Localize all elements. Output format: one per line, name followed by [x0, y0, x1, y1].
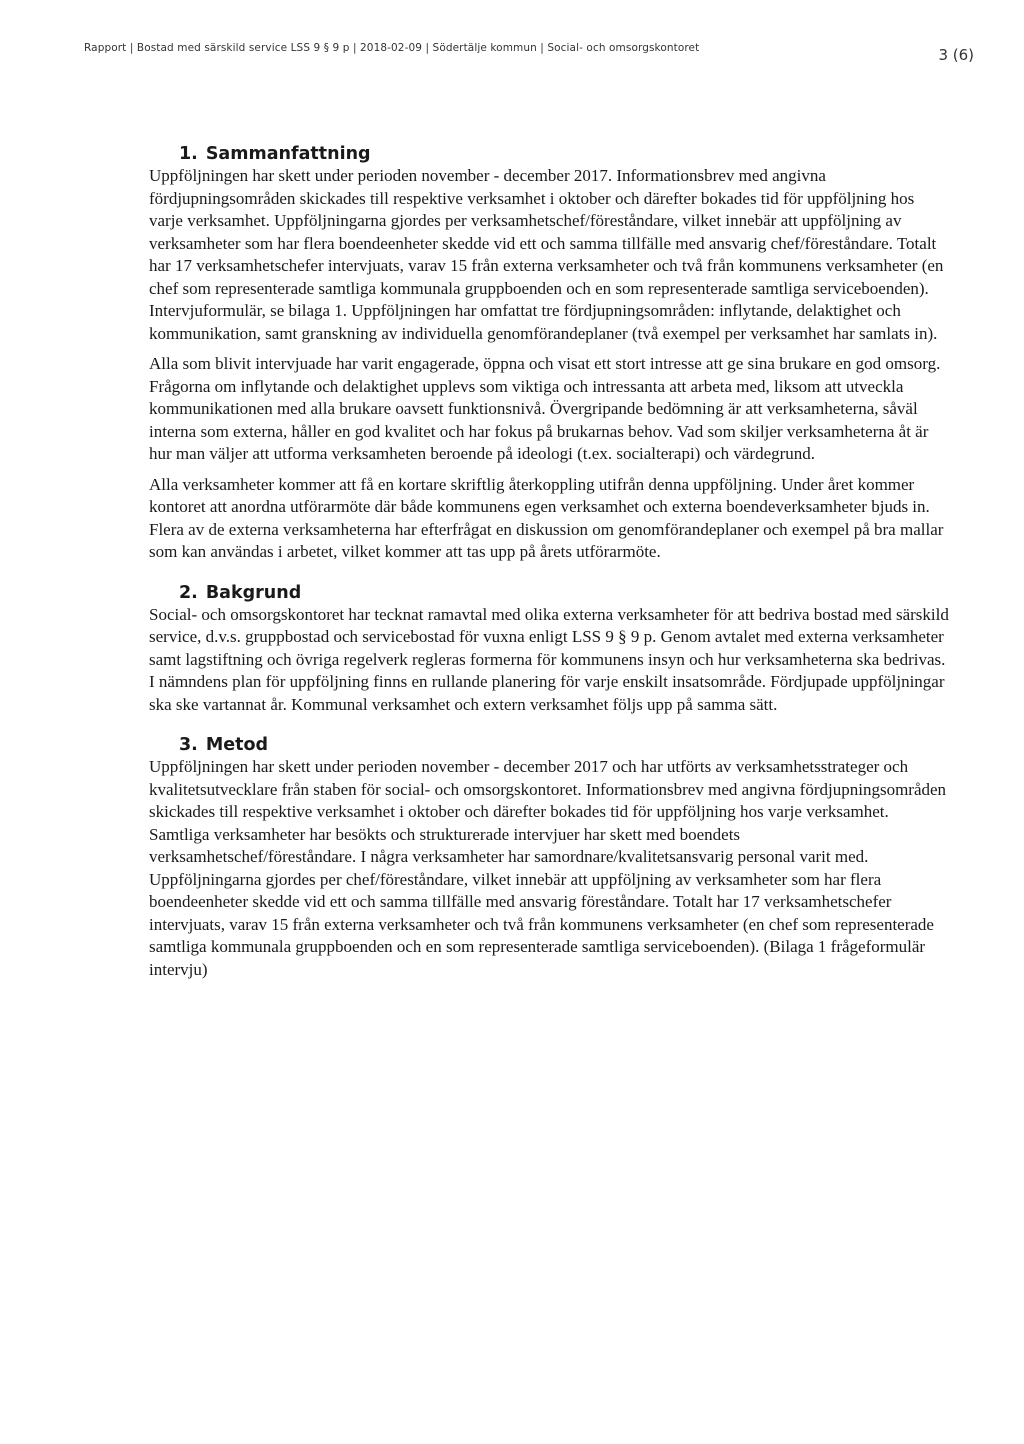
section-heading	[179, 143, 949, 165]
section-number: 2.	[179, 582, 198, 603]
paragraph: Uppföljningen har skett under perioden november - december 2017. Informationsbrev med angivna fördjupningsområden skickades till respektive verksamhet i oktober och därefter bokades tid för uppföljning hos varje verksamhet. Uppföljningarna gjordes per verksamhetschef/föreståndare, vilket innebär att uppföljning av verksamheter som har flera boendeenheter skedde vid ett och samma tillfälle med ansvarig chef/föreståndare. Totalt har 17 verksamhetschefer intervjuats, varav 15 från externa verksamheter och två från kommunens verksamheter (en chef som representerade samtliga kommunala gruppboenden och en som representerade samtliga serviceboenden). Intervjuformulär, se bilaga 1. Uppföljningen har omfattat tre fördjupningsområden: inflytande, delaktighet och kommunikation, samt granskning av individuella genomförandeplaner (två exempel per verksamhet har samlats in).	[149, 166, 944, 343]
section-title: Sammanfattning	[205, 144, 371, 164]
header-text: Rapport | Bostad med särskild service LSS 9 § 9 p | 2018-02-09 | Södertälje kommun | Social- och omsorgskontoret	[84, 42, 700, 54]
section-number: 3.	[179, 735, 198, 755]
section-title: Bakgrund	[205, 582, 302, 603]
document-body	[149, 143, 949, 989]
paragraph: Social- och omsorgskontoret har tecknat ramavtal med olika externa verksamheter för att bedriva bostad med särskild service, d.v.s. gruppbostad och servicebostad för vuxna enligt LSS 9 § 9 p. Genom avtalet med externa verksamheter samt lagstiftning och övriga regelverk regleras formerna för kommunens insyn och hur verksamheterna ska bedrivas. I nämndens plan för uppföljning finns en rullande planering för varje enskilt insatsområde. Fördjupade uppföljningar ska ske vartannat år. Kommunal verksamhet och extern verksamhet följs upp på samma sätt.	[149, 604, 949, 714]
section-heading	[179, 582, 949, 604]
section-title: Metod	[205, 735, 269, 755]
section-metod	[149, 734, 949, 981]
section-sammanfattning	[149, 143, 949, 564]
page-number: 3 (6)	[938, 46, 974, 64]
paragraph: Alla som blivit intervjuade har varit engagerade, öppna och visat ett stort intresse att ge sina brukare en god omsorg. Frågorna om inflytande och delaktighet upplevs som viktiga och intressanta att arbeta med, liksom att utveckla kommunikationen med alla brukare oavsett funktionsnivå. Övergripande bedömning är att verksamheterna, såväl interna som externa, håller en god kvalitet och har fokus på brukarnas behov. Vad som skiljer verksamheterna åt är hur man väljer att utforma verksamheten beroende på ideologi (t.ex. socialterapi) och värdegrund.	[149, 354, 941, 463]
paragraph: Alla verksamheter kommer att få en kortare skriftlig återkoppling utifrån denna uppföljning. Under året kommer kontoret att anordna utförarmöte där både kommunens egen verksamhet och externa boendeverksamheter bjuds in. Flera av de externa verksamheterna har efterfrågat en diskussion om genomförandeplaner och exempel på bra mallar som kan användas i arbetet, vilket kommer att tas upp på årets utförarmöte.	[149, 474, 944, 561]
section-heading	[179, 734, 949, 756]
section-bakgrund	[149, 582, 949, 717]
page-header	[84, 40, 974, 70]
section-number: 1.	[179, 144, 198, 164]
paragraph: Uppföljningen har skett under perioden november - december 2017 och har utförts av verksamhetsstrateger och kvalitetsutvecklare från staben för social- och omsorgskontoret. Informationsbrev med angivna fördjupningsområden skickades till respektive verksamhet i oktober och därefter bokades tid för uppföljning hos varje verksamhet. Samtliga verksamheter har besökts och strukturerade intervjuer har skett med boendets verksamhetschef/föreståndare. I några verksamheter har samordnare/kvalitetsansvarig personal varit med. Uppföljningarna gjordes per chef/föreståndare, vilket innebär att uppföljning av verksamheter som har flera boendeenheter skedde vid ett och samma tillfälle med ansvarig föreståndare. Totalt har 17 verksamhetschefer intervjuats, varav 15 från externa verksamheter och två från kommunens verksamheter (en chef som representerade samtliga kommunala gruppboenden och en som representerade samtliga serviceboenden). (Bilaga 1 frågeformulär intervju)	[149, 757, 947, 979]
